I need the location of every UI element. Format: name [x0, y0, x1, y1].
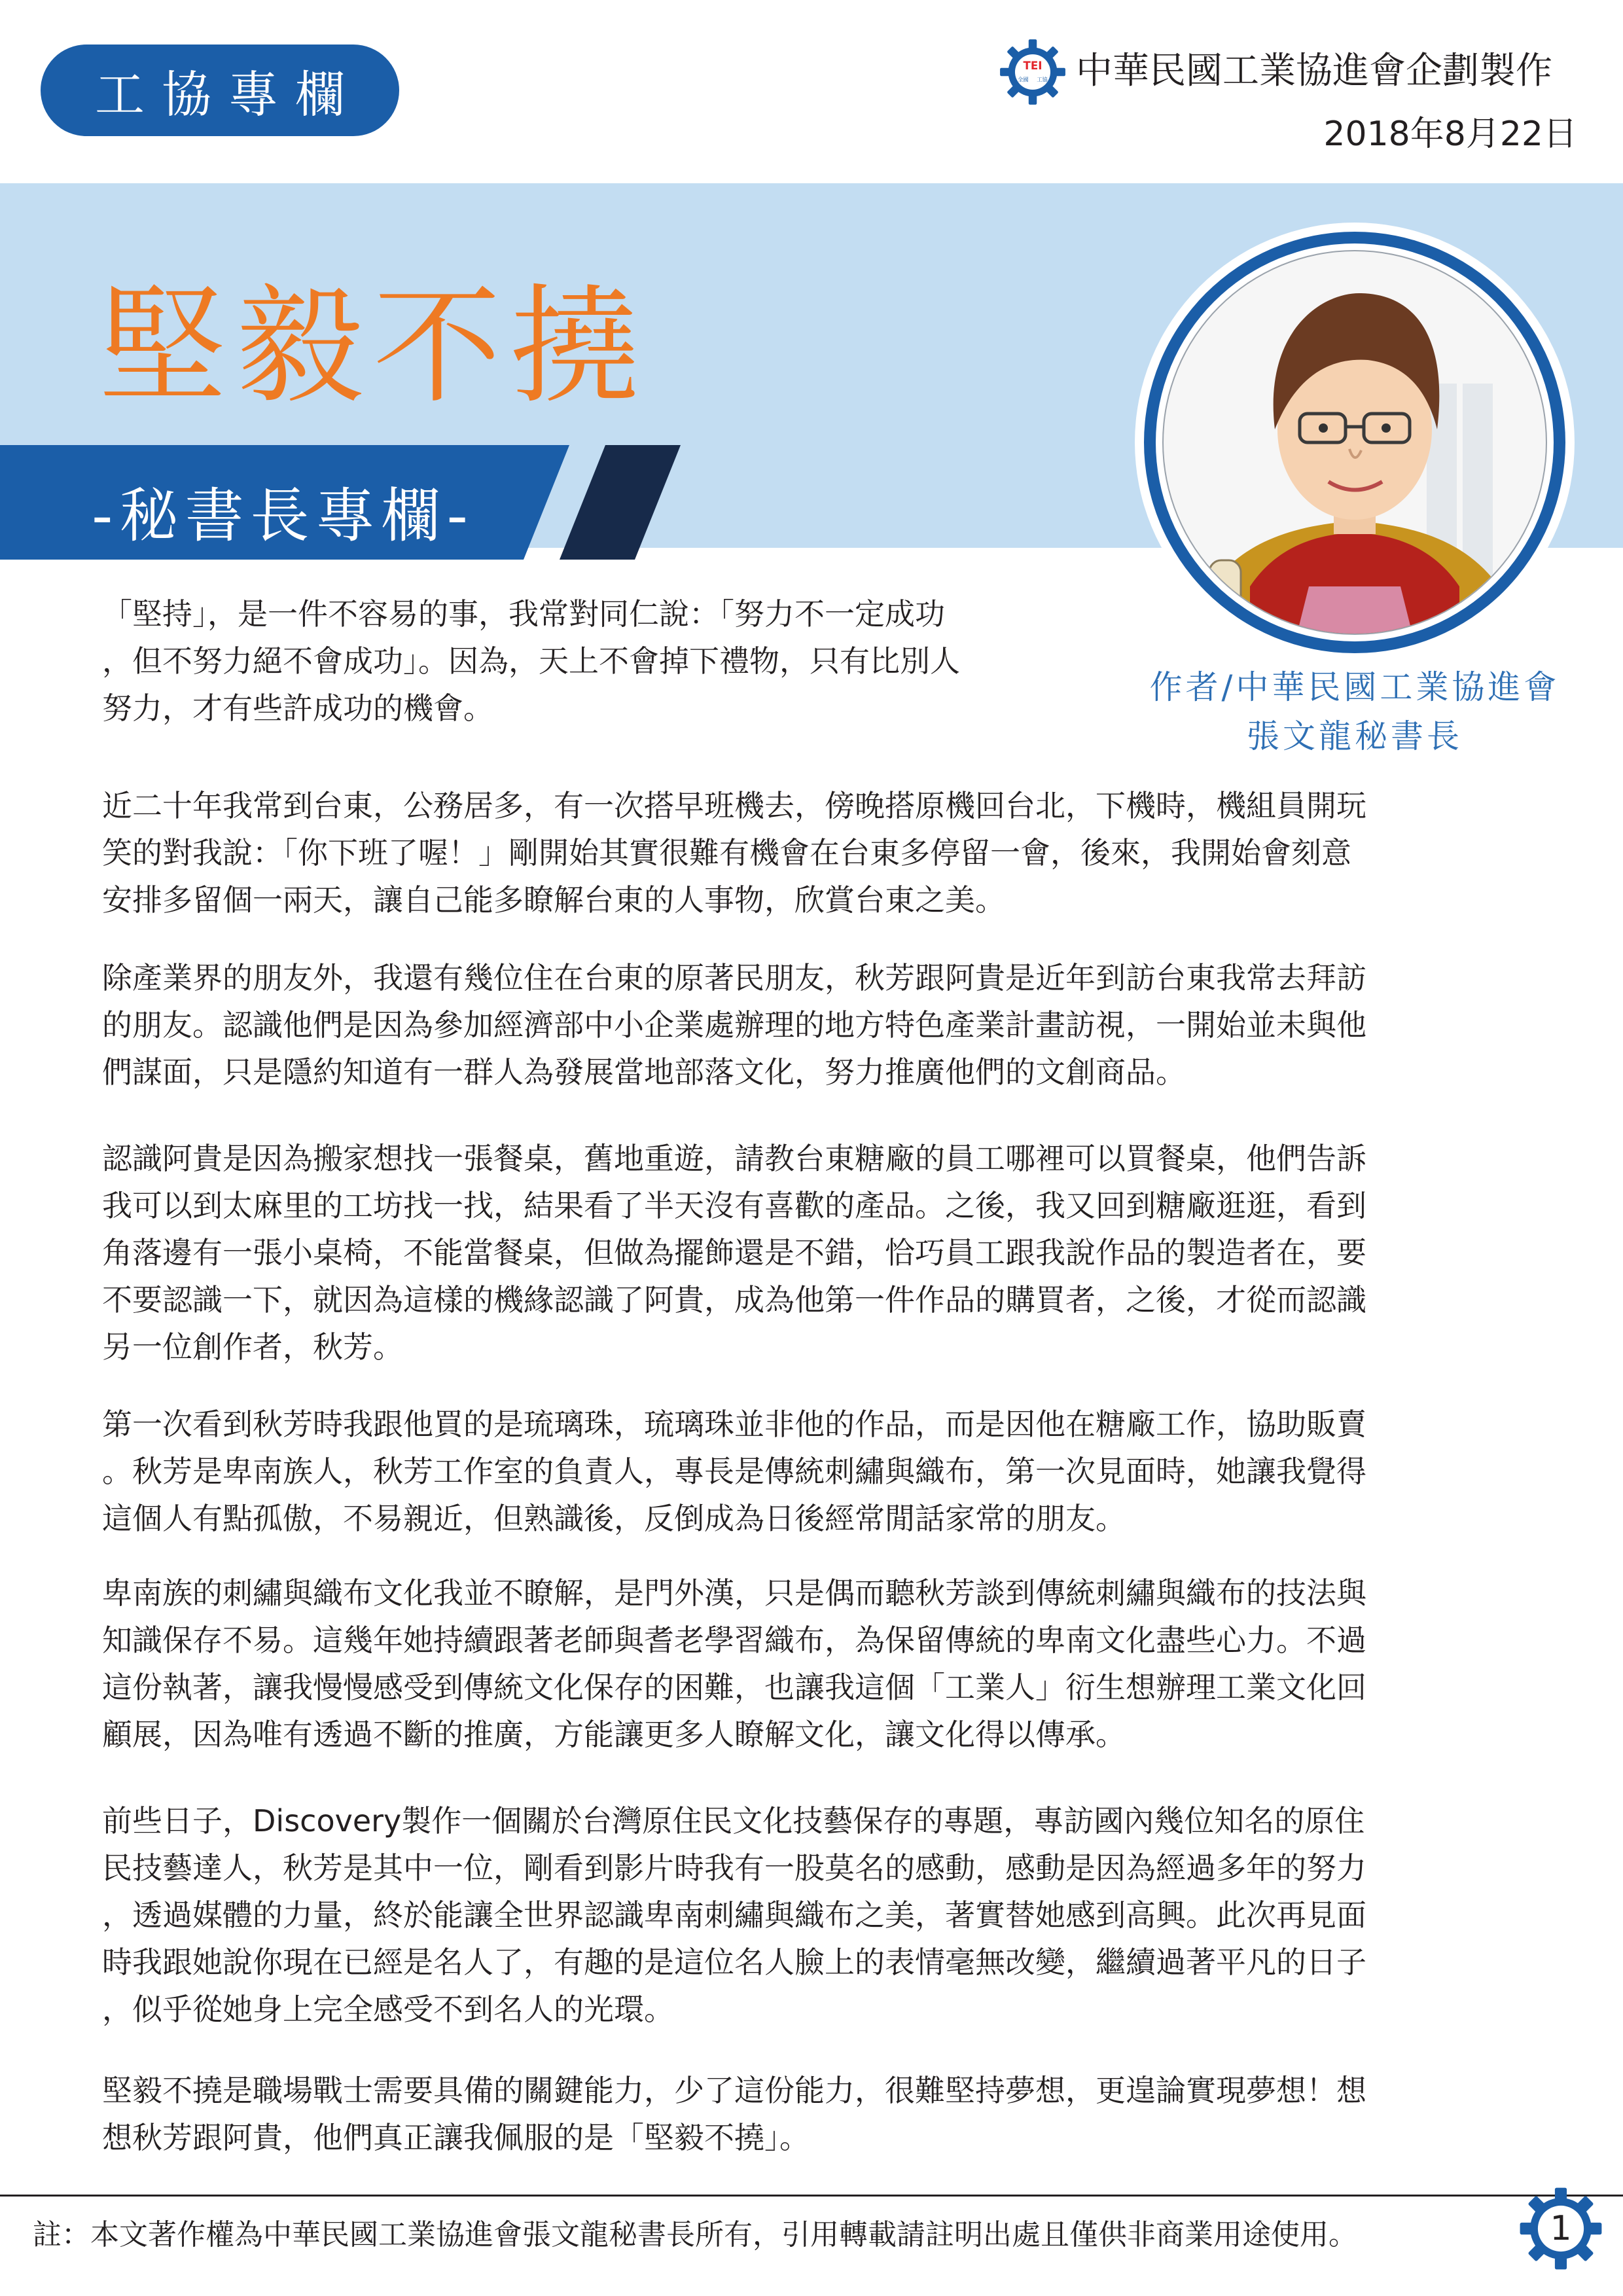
- text-line: 「堅持」，是一件不容易的事，我常對同仁說：「努力不一定成功: [102, 596, 945, 632]
- paragraph: [102, 954, 1483, 1096]
- text-line: 我可以到太麻里的工坊找一找，結果看了半天沒有喜歡的產品。之後，我又回到糖廠逛逛，看到: [102, 1188, 1366, 1223]
- text-line: ，但不努力絕不會成功」。因為，天上不會掉下禮物，只有比別人: [102, 643, 960, 679]
- paragraph: [102, 1401, 1483, 1542]
- text-line: 第一次看到秋芳時我跟他買的是琉璃珠，琉璃珠並非他的作品，而是因他在糖廠工作，協助販賣: [102, 1407, 1366, 1442]
- text-line: 認識阿貴是因為搬家想找一張餐桌，舊地重遊，請教台東糖廠的員工哪裡可以買餐桌，他們告訴: [102, 1141, 1366, 1176]
- text-line: 顧展，因為唯有透過不斷的推廣，方能讓更多人瞭解文化，讓文化得以傳承。: [102, 1717, 1126, 1752]
- page-number: 1: [1550, 2209, 1572, 2248]
- text-line: 近二十年我常到台東，公務居多，有一次搭早班機去，傍晚搭原機回台北，下機時，機組員開玩: [102, 788, 1366, 823]
- text-line: 努力，才有些許成功的機會。: [102, 691, 493, 726]
- text-line: ，似乎從她身上完全感受不到名人的光環。: [102, 1992, 674, 2027]
- text-line: 的朋友。認識他們是因為參加經濟部中小企業處辦理的地方特色產業計畫訪視，一開始並未與他: [102, 1007, 1366, 1043]
- logo-caption-left: 全國: [1018, 76, 1029, 83]
- footer-divider: [0, 2195, 1623, 2197]
- page-title: 堅毅不撓: [98, 272, 649, 422]
- paragraph: [102, 1797, 1483, 2033]
- paragraph: [102, 1135, 1483, 1371]
- text-line: 安排多留個一兩天，讓自己能多瞭解台東的人事物，欣賞台東之美。: [102, 882, 1005, 918]
- paragraph: [102, 1570, 1483, 1758]
- text-line: 另一位創作者，秋芳。: [102, 1329, 403, 1365]
- logo-text: TEI: [1023, 59, 1043, 72]
- caricature-portrait: [1132, 220, 1577, 665]
- text-line: 。秋芳是卑南族人，秋芳工作室的負責人，專長是傳統刺繡與織布，第一次見面時，她讓我覺得: [102, 1454, 1366, 1489]
- paragraph: [102, 590, 1084, 732]
- text-line: ，透過媒體的力量，終於能讓全世界認識卑南刺繡與織布之美，著實替她感到高興。此次再見面: [102, 1897, 1366, 1933]
- copyright-note: 註：本文著作權為中華民國工業協進會張文龍秘書長所有，引用轉載請註明出處且僅供非商業用途使用。: [33, 2218, 1357, 2251]
- logo-caption-right: 工協: [1037, 76, 1048, 83]
- text-line: 時我跟她說你現在已經是名人了，有趣的是這位名人臉上的表情毫無改變，繼續過著平凡的日子: [102, 1945, 1366, 1980]
- issue-date: 2018年8月22日: [1323, 115, 1577, 154]
- text-line: 這份執著，讓我慢慢感受到傳統文化保存的困難，也讓我這個「工業人」衍生想辦理工業文化回: [102, 1670, 1366, 1705]
- text-line: 這個人有點孤傲，不易親近，但熟識後，反倒成為日後經常閒話家常的朋友。: [102, 1501, 1126, 1536]
- text-line: 角落邊有一張小桌椅，不能當餐桌，但做為擺飾還是不錯，恰巧員工跟我說作品的製造者在，要: [102, 1235, 1366, 1270]
- paragraph: [102, 782, 1483, 924]
- text-line: 民技藝達人，秋芳是其中一位，剛看到影片時我有一股莫名的感動，感動是因為經過多年的努力: [102, 1850, 1366, 1886]
- text-line: 堅毅不撓是職場戰士需要具備的關鍵能力，少了這份能力，很難堅持夢想，更遑論實現夢想！想: [102, 2073, 1366, 2108]
- author-line-1: 作者/中華民國工業協進會: [1149, 668, 1560, 706]
- author-line-2: 張文龍秘書長: [1247, 717, 1463, 755]
- text-line: 前些日子，Discovery製作一個關於台灣原住民文化技藝保存的專題，專訪國內幾位知名的原住: [102, 1803, 1365, 1839]
- text-line: 笑的對我說：「你下班了喔！」剛開始其實很難有機會在台東多停留一會，後來，我開始會刻意: [102, 835, 1351, 870]
- org-name: 中華民國工業協進會企劃製作: [1076, 50, 1552, 92]
- text-line: 們謀面，只是隱約知道有一群人為發展當地部落文化，努力推廣他們的文創商品。: [102, 1054, 1186, 1090]
- paragraph: [102, 2067, 1483, 2161]
- text-line: 卑南族的刺繡與織布文化我並不瞭解，是門外漢，只是偶而聽秋芳談到傳統刺繡與織布的技法與: [102, 1575, 1366, 1611]
- text-line: 知識保存不易。這幾年她持續跟著老師與耆老學習織布，為保留傳統的卑南文化盡些心力。不過: [102, 1623, 1366, 1658]
- text-line: 想秋芳跟阿貴，他們真正讓我佩服的是「堅毅不撓」。: [102, 2120, 810, 2155]
- text-line: 不要認識一下，就因為這樣的機緣認識了阿貴，成為他第一件作品的購買者，之後，才從而認識: [102, 1282, 1366, 1318]
- text-line: 除產業界的朋友外，我還有幾位住在台東的原著民朋友，秋芳跟阿貴是近年到訪台東我常去拜訪: [102, 960, 1366, 996]
- subtitle: -秘書長專欄-: [92, 482, 474, 550]
- gear-logo-icon: [999, 38, 1067, 106]
- column-badge: 工協專欄: [41, 45, 399, 136]
